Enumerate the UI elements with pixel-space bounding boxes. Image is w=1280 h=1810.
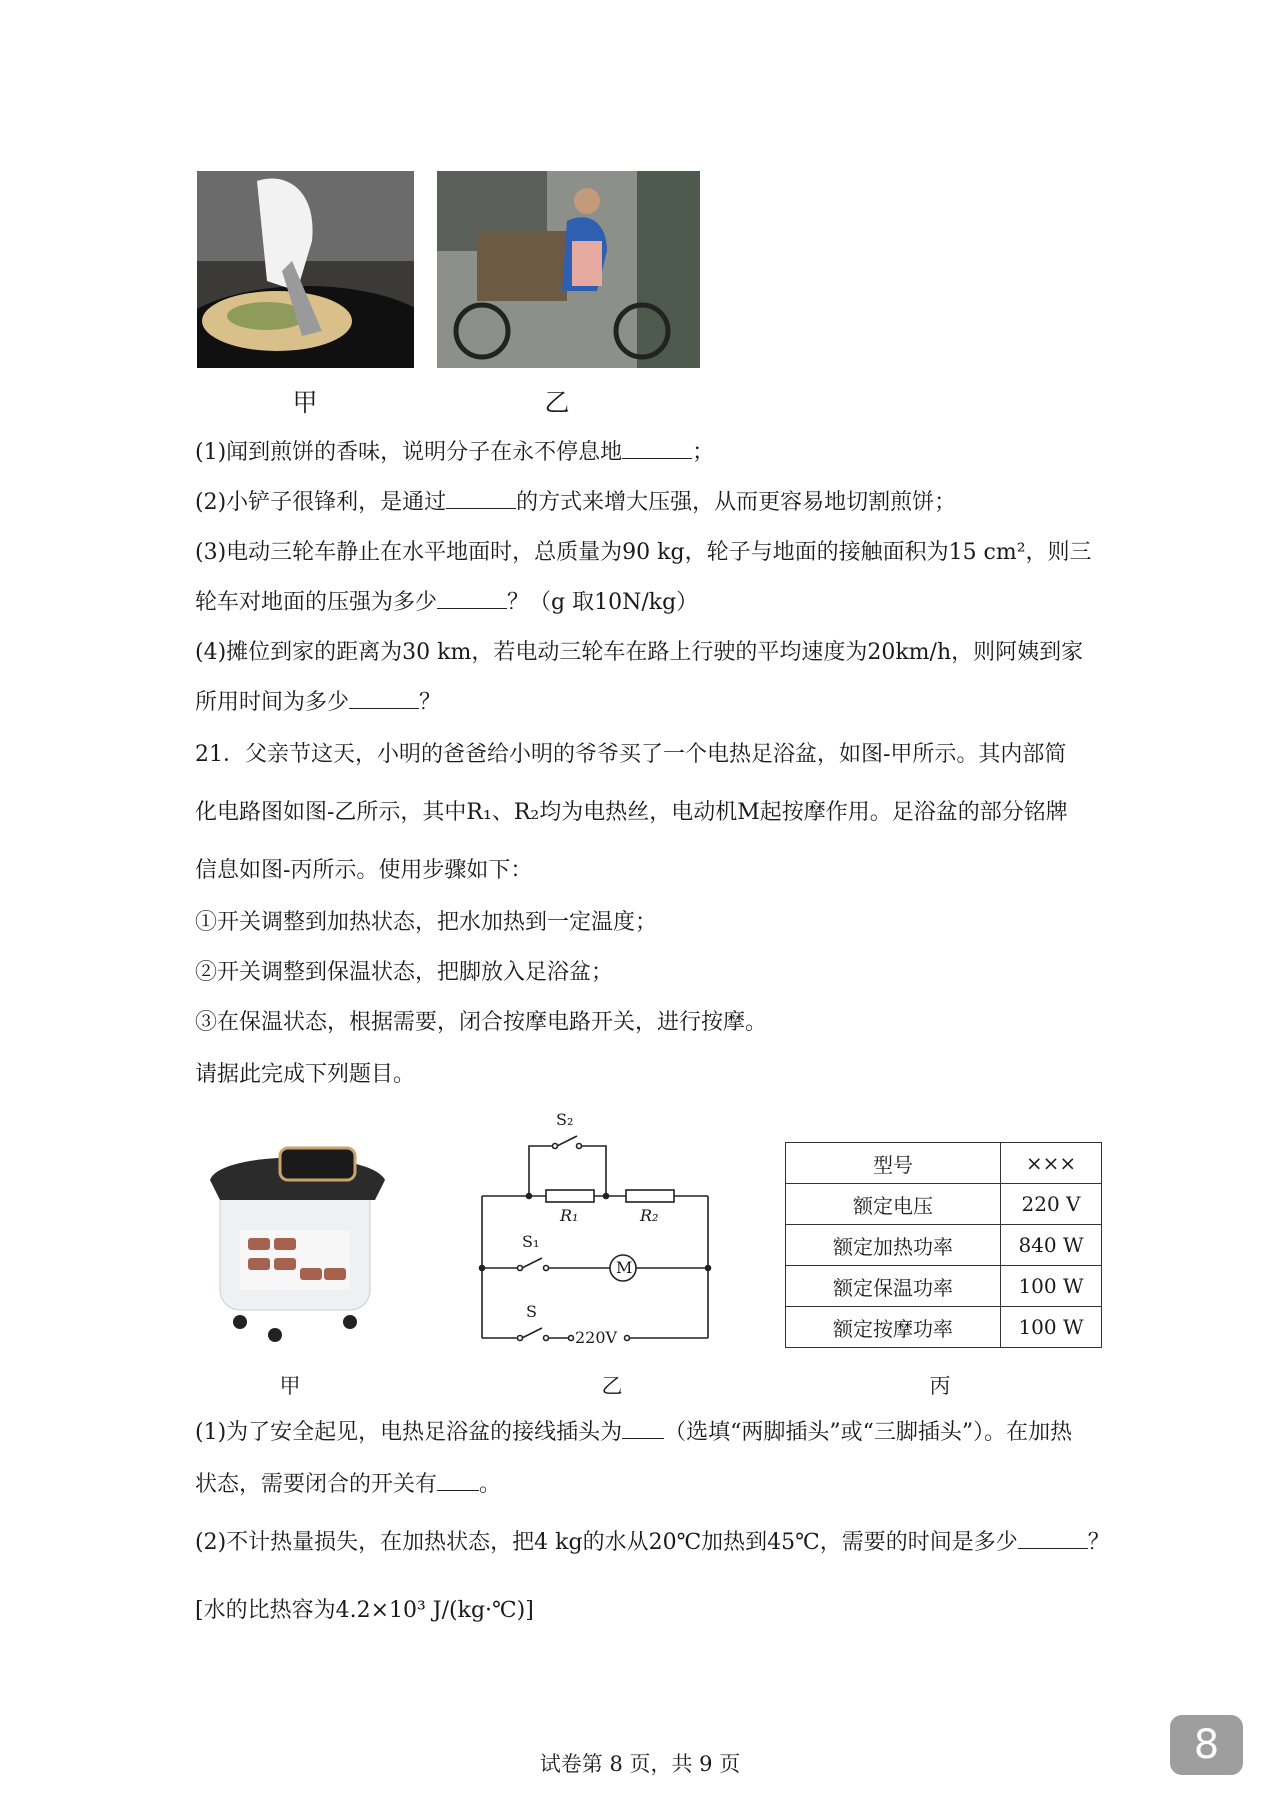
q21-part1: (1)为了安全起见，电热足浴盆的接线插头为 （选填“两脚插头”或“三脚插头”）。在加热: [195, 1420, 1073, 1445]
figure-label-yi-2: 乙: [601, 1374, 623, 1398]
answer-blank[interactable]: [1018, 1528, 1088, 1549]
answer-blank[interactable]: [622, 1418, 664, 1439]
label-s2: S₂: [556, 1110, 574, 1129]
answer-blank[interactable]: [437, 1470, 479, 1491]
table-row: 额定按摩功率 100 W: [786, 1307, 1102, 1348]
q20-part1: (1)闻到煎饼的香味，说明分子在永不停息地 ；: [195, 440, 715, 465]
label-s: S: [526, 1302, 537, 1321]
q20-part4: (4)摊位到家的距离为30 km，若电动三轮车在路上行驶的平均速度为20km/h，则阿姨到家: [195, 640, 1084, 665]
figure-label-yi: 乙: [544, 388, 570, 417]
answer-blank[interactable]: [622, 438, 692, 459]
answer-blank[interactable]: [446, 488, 516, 509]
page-number-badge: 8: [1170, 1715, 1243, 1775]
q21-part1-cont: 状态，需要闭合的开关有 。: [195, 1472, 502, 1497]
q21-part2: (2)不计热量损失，在加热状态，把4 kg的水从20℃加热到45℃，需要的时间是多少 ？: [195, 1530, 1110, 1555]
q21-instruction: 请据此完成下列题目。: [195, 1062, 416, 1087]
q20-part3-cont: 轮车对地面的压强为多少 ？（g 取10N/kg）: [195, 590, 699, 615]
q21-step3: ③在保温状态，根据需要，闭合按摩电路开关，进行按摩。: [195, 1010, 768, 1035]
figure-label-bing: 丙: [929, 1374, 951, 1398]
table-row: 额定电压 220 V: [786, 1184, 1102, 1225]
label-r1: R₁: [560, 1206, 579, 1225]
answer-blank[interactable]: [437, 588, 507, 609]
tricycle-photo: [437, 171, 700, 368]
pancake-photo: [197, 171, 414, 368]
q21-part2-note: [水的比热容为4.2×10³ J/(kg·℃)]: [195, 1598, 534, 1623]
q21-step1: ①开关调整到加热状态，把水加热到一定温度；: [195, 910, 658, 935]
motor-symbol: M: [616, 1258, 633, 1277]
q21-stem-line2: 化电路图如图-乙所示，其中R₁、R₂均为电热丝，电动机M起按摩作用。足浴盆的部分铭牌: [195, 800, 1068, 825]
table-row: 额定加热功率 840 W: [786, 1225, 1102, 1266]
foot-bath-image: [200, 1130, 395, 1345]
page-footer: 试卷第 8 页，共 9 页: [539, 1752, 741, 1776]
table-row: 型号 ×××: [786, 1143, 1102, 1184]
label-s1: S₁: [522, 1232, 540, 1251]
figure-label-jia-2: 甲: [279, 1374, 301, 1398]
answer-blank[interactable]: [349, 688, 419, 709]
q21-stem-line3: 信息如图-丙所示。使用步骤如下：: [195, 858, 533, 883]
q20-part2: (2)小铲子很锋利，是通过 的方式来增大压强，从而更容易地切割煎饼；: [195, 490, 957, 515]
q20-part4-cont: 所用时间为多少 ？: [195, 690, 442, 715]
q20-part3: (3)电动三轮车静止在水平地面时，总质量为90 kg，轮子与地面的接触面积为15 cm²，则三: [195, 540, 1092, 565]
figure-label-jia: 甲: [292, 388, 318, 417]
label-r2: R₂: [640, 1206, 659, 1225]
q21-stem-line1: 21．父亲节这天，小明的爸爸给小明的爷爷买了一个电热足浴盆，如图-甲所示。其内部简: [195, 742, 1067, 767]
table-row: 额定保温功率 100 W: [786, 1266, 1102, 1307]
nameplate-table: [785, 1142, 1102, 1348]
q21-step2: ②开关调整到保温状态，把脚放入足浴盆；: [195, 960, 614, 985]
label-220v: 220V: [575, 1328, 618, 1347]
circuit-diagram: [470, 1110, 720, 1360]
